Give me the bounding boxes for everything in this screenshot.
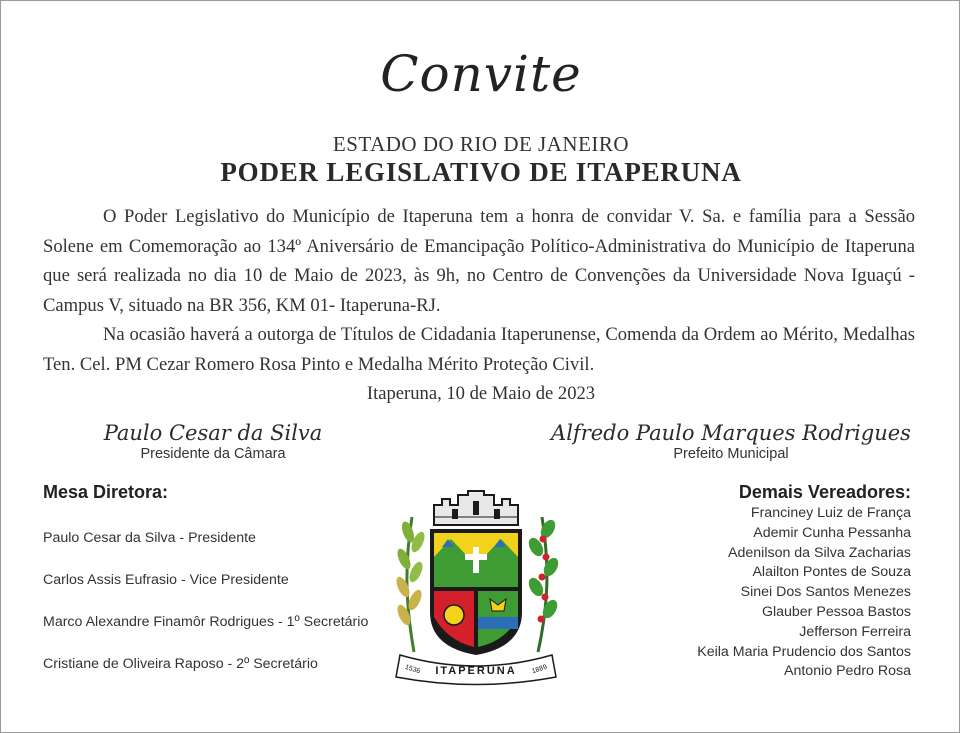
list-item: Antonio Pedro Rosa — [784, 663, 911, 680]
list-item: Adenilson da Silva Zacharias — [728, 544, 911, 561]
mesa-diretora-heading: Mesa Diretora: — [43, 482, 169, 502]
list-item: Alailton Pontes de Souza — [752, 564, 911, 581]
year-right: 1889 — [531, 663, 549, 676]
signature-role: Prefeito Municipal — [673, 446, 789, 462]
shield-icon — [430, 529, 522, 655]
list-item: Ademir Cunha Pessanha — [753, 524, 911, 541]
list-item: Sinei Dos Santos Menezes — [740, 584, 911, 601]
list-item: Keila Maria Prudencio dos Santos — [697, 643, 911, 660]
signature-name: Alfredo Paulo Marques Rodrigues — [551, 421, 911, 445]
list-item: Franciney Luiz de França — [750, 505, 911, 521]
list-item: Paulo Cesar da Silva - Presidente — [43, 530, 256, 546]
date-line: Itaperuna, 10 de Maio de 2023 — [366, 383, 596, 404]
coffee-branch-icon — [526, 517, 561, 652]
ribbon-text: ITAPERUNA — [435, 665, 517, 677]
signature-mayor — [551, 421, 911, 462]
demais-vereadores-heading: Demais Vereadores: — [738, 482, 911, 502]
invitation-paragraph-2: Na ocasião haverá a outorga de Títulos de Cidadania Itaperunense, Comenda da Ordem ao Mérito, Medalhas Ten. Cel. PM Cezar Romero Rosa Pinto e Medalha Mérito Proteção Civil. — [43, 324, 915, 375]
invitation-title: Convite — [380, 45, 582, 103]
state-heading: ESTADO DO RIO DE JANEIRO — [332, 132, 630, 156]
list-item: Cristiane de Oliveira Raposo - 2º Secretário — [43, 656, 318, 672]
wheat-stalk-icon — [394, 517, 427, 652]
organization-heading: PODER LEGISLATIVO DE ITAPERUNA — [220, 157, 742, 187]
mural-crown-icon — [434, 491, 518, 525]
demais-vereadores-list — [697, 504, 911, 682]
invitation-paragraph-1: O Poder Legislativo do Município de Itaperuna tem a honra de convidar V. Sa. e família para a Sessão Solene em Comemoração ao 134º Aniversário de Emancipação Político-Administrativa do Município de Itaperuna que será realizada no dia 10 de Maio de 2023, às 9h, no Centro de Convenções da Universidade Nova Iguaçú - Campus V, situado na BR 356, KM 01- Itaperuna-RJ. — [43, 206, 915, 316]
list-item: Marco Alexandre Finamôr Rodrigues - 1º Secretário — [43, 614, 369, 630]
list-item: Carlos Assis Eufrasio - Vice Presidente — [43, 572, 289, 588]
list-item: Jefferson Ferreira — [799, 623, 911, 640]
coat-of-arms-icon — [386, 487, 566, 687]
invitation-body — [43, 202, 915, 379]
list-item: Glauber Pessoa Bastos — [761, 603, 911, 620]
signature-name: Paulo Cesar da Silva — [103, 421, 323, 445]
ribbon-banner — [396, 655, 556, 685]
mesa-diretora-list — [43, 528, 368, 696]
signature-role: Presidente da Câmara — [140, 446, 286, 462]
year-left: 1536 — [403, 663, 421, 676]
signature-president — [93, 421, 333, 462]
